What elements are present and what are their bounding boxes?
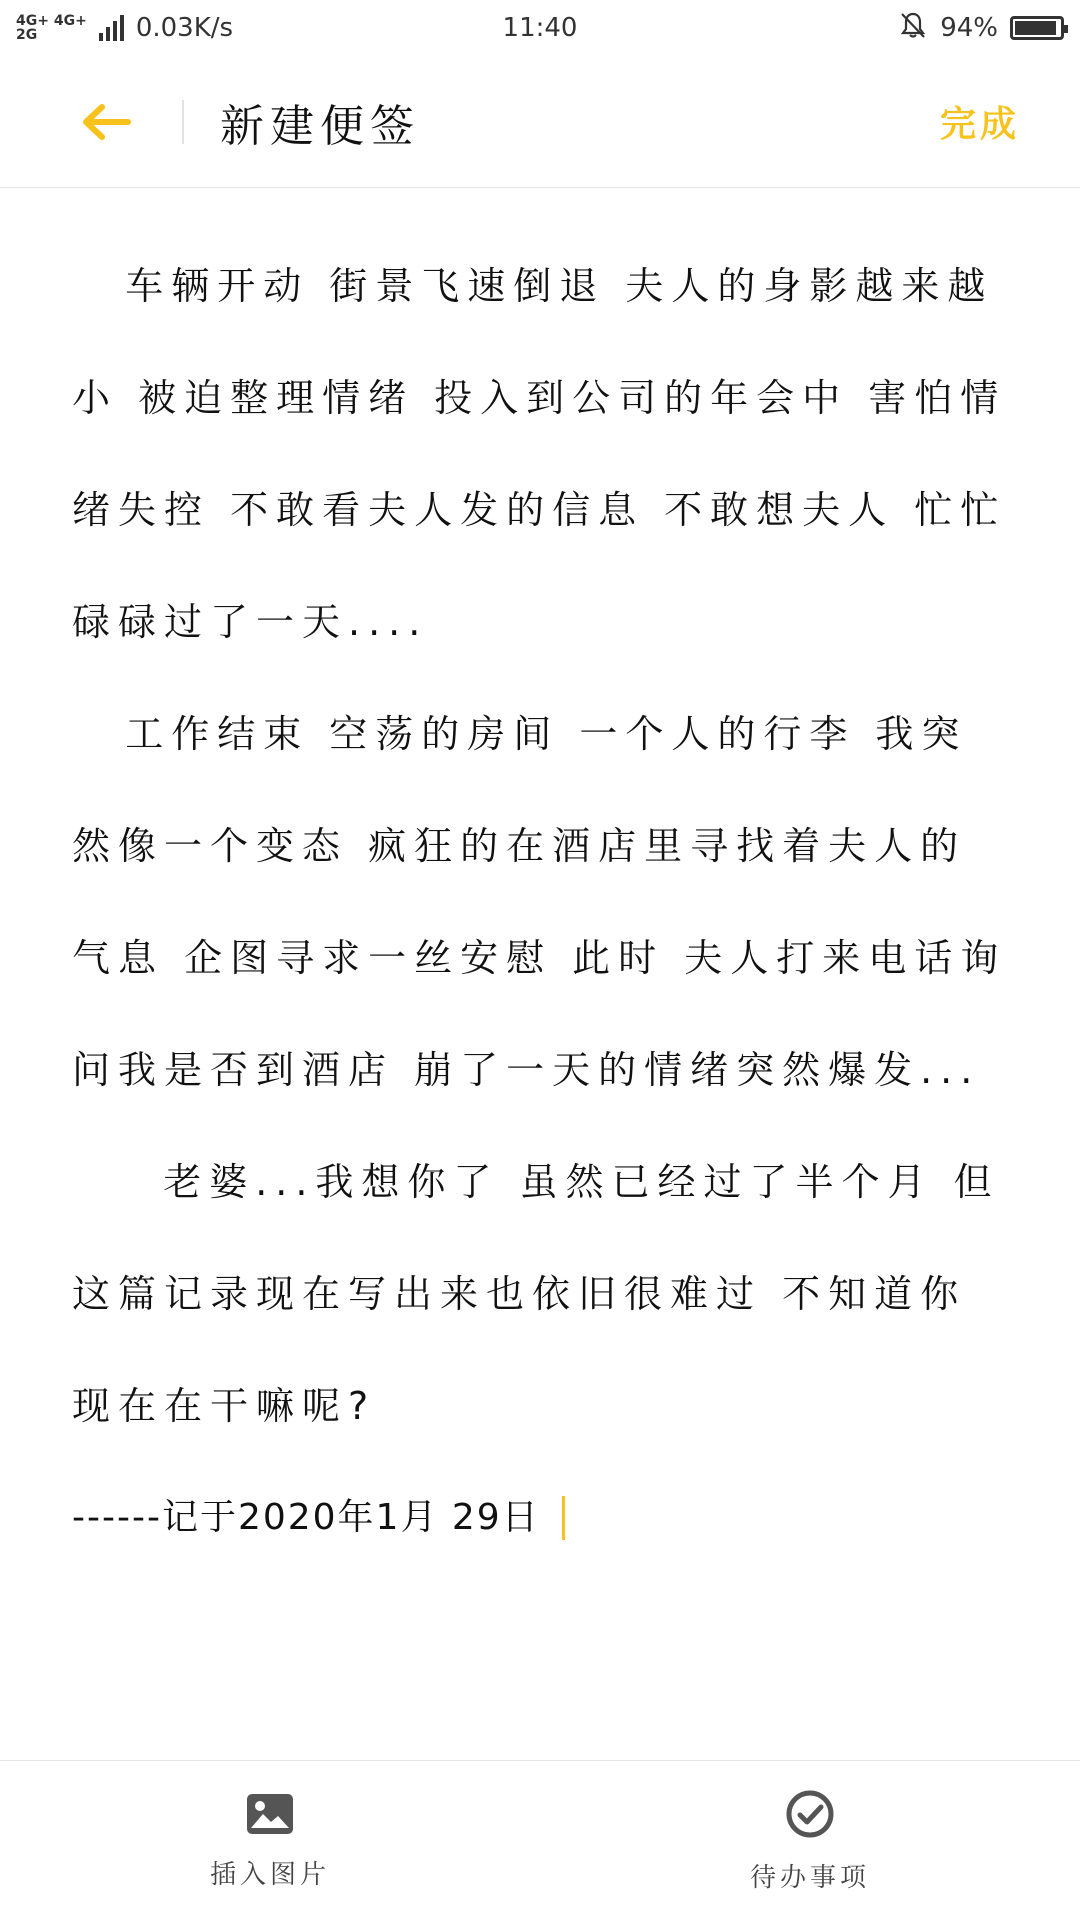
image-icon	[245, 1792, 295, 1836]
clock: 11:40	[502, 13, 578, 43]
done-button[interactable]: 完成	[939, 104, 1020, 145]
battery-percent: 94%	[940, 13, 998, 43]
divider	[182, 100, 184, 144]
status-right	[898, 10, 1064, 47]
todo-button[interactable]	[540, 1761, 1080, 1921]
note-signature-line	[72, 1462, 1012, 1574]
back-button[interactable]	[76, 92, 136, 152]
silent-bell-icon	[898, 10, 928, 47]
note-paragraph: 老婆...我想你了 虽然已经过了半个月 但这篇记录现在写出来也依旧很难过 不知道你现在在干嘛呢?	[72, 1160, 1000, 1428]
status-bar	[0, 0, 1080, 56]
check-circle-icon	[785, 1789, 835, 1839]
insert-image-label: 插入图片	[209, 1859, 330, 1890]
note-signature: ------记于2020年1月 29日	[72, 1497, 540, 1538]
signal-icon	[99, 15, 124, 41]
page-title: 新建便签	[220, 100, 420, 152]
app-bar	[0, 56, 1080, 188]
bottom-toolbar	[0, 1760, 1080, 1921]
back-arrow-icon	[80, 102, 132, 142]
todo-label: 待办事项	[749, 1862, 870, 1893]
note-editor[interactable]	[72, 230, 1012, 1574]
network-type-bottom: 2G	[16, 27, 38, 43]
note-paragraph: 车辆开动 街景飞速倒退 夫人的身影越来越小 被迫整理情绪 投入到公司的年会中 害怕情绪失控 不敢看夫人发的信息 不敢想夫人 忙忙碌碌过了一天....	[72, 264, 1007, 644]
text-cursor	[562, 1496, 565, 1540]
network-type	[16, 14, 87, 42]
network-speed: 0.03K/s	[135, 13, 234, 43]
network-type-top: 4G+ 4G+	[16, 13, 87, 29]
status-left	[16, 13, 233, 43]
insert-image-button[interactable]	[0, 1761, 540, 1921]
note-paragraph: 工作结束 空荡的房间 一个人的行李 我突然像一个变态 疯狂的在酒店里寻找着夫人的气息 企图寻求一丝安慰 此时 夫人打来电话询问我是否到酒店 崩了一天的情绪突然爆发...	[72, 712, 1007, 1092]
battery-icon	[1010, 16, 1064, 40]
